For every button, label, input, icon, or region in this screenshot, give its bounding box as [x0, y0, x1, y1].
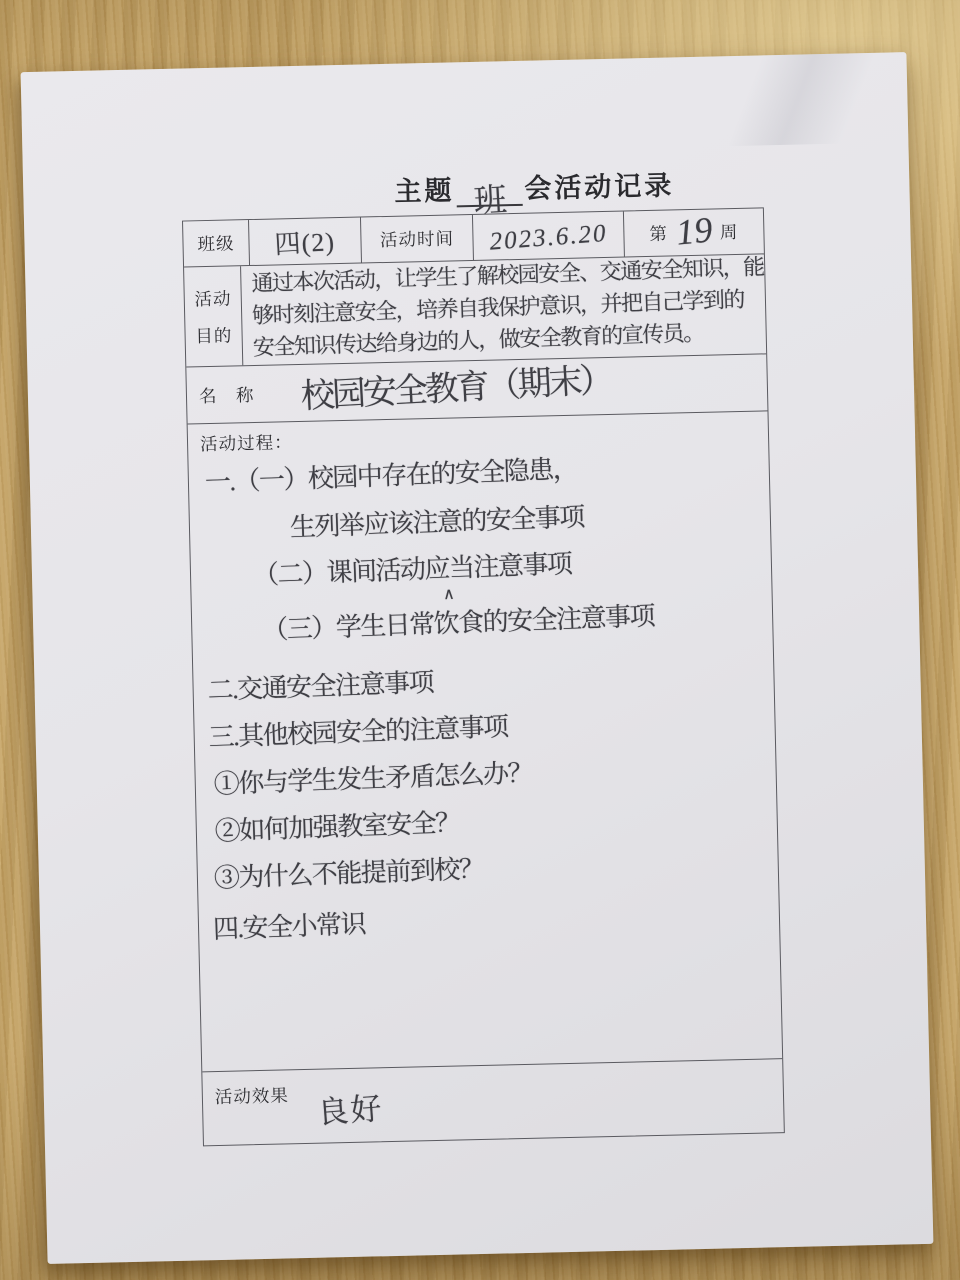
purpose-content [242, 254, 767, 365]
purpose-text-line: 安全知识传达给身边的人，做安全教育的宣传员。 [252, 319, 705, 360]
effect-cell [202, 1059, 784, 1145]
purpose-label-line1: 活动 [194, 287, 232, 309]
activity-time-value-cell [473, 212, 625, 260]
title-blank-line [456, 170, 523, 221]
week-prefix: 第 [649, 223, 669, 244]
class-label: 班级 [183, 220, 250, 266]
process-line: ②如何加强教室安全？ [214, 808, 461, 846]
week-number-handwritten: 19 [673, 208, 714, 253]
week-cell [624, 208, 764, 256]
form-title [91, 157, 960, 221]
process-line: ①你与学生发生矛盾怎么办？ [213, 758, 533, 799]
process-line: （二）课间活动应当注意事项 [252, 549, 572, 591]
purpose-row [184, 254, 766, 367]
title-blank-fill-handwritten: 班 [472, 182, 508, 221]
purpose-text-line: 够时刻注意安全，培养自我保护意识，并把自己学到的 [252, 286, 745, 328]
activity-time-label: 活动时间 [361, 215, 474, 263]
title-suffix: 会活动记录 [524, 170, 675, 204]
name-label: 名 称 [198, 384, 255, 406]
record-table [182, 207, 785, 1146]
effect-label: 活动效果 [214, 1085, 290, 1108]
process-row [188, 411, 783, 1072]
process-line: 生列举应该注意的安全事项 [289, 502, 585, 543]
class-value-cell [249, 218, 362, 266]
process-line [261, 585, 764, 653]
effect-row [202, 1059, 784, 1145]
process-line: 二.交通安全注意事项 [207, 667, 434, 706]
paper-sheet [21, 52, 934, 1264]
process-line: 四.安全小常识 [212, 909, 366, 945]
week-suffix: 周 [719, 221, 739, 243]
effect-value-handwritten: 良好 [316, 1090, 385, 1131]
activity-date-handwritten: 2023.6.20 [488, 219, 609, 256]
purpose-label-line2: 目的 [195, 324, 233, 346]
process-line: ③为什么不能提前到校？ [213, 854, 484, 894]
process-label: 活动过程： [199, 432, 293, 455]
insertion-caret-mark: ∧ [442, 585, 456, 604]
title-prefix: 主题 [394, 175, 455, 207]
process-line: 三.其他校园安全的注意事项 [208, 712, 509, 753]
name-value-handwritten: 校园安全教育（期末） [299, 361, 612, 416]
class-value-handwritten: 四(2) [274, 227, 337, 260]
process-line-text: （三）学生日常饮食的安全注意事项 [261, 601, 655, 645]
process-cell [188, 411, 783, 1071]
purpose-label [184, 266, 244, 366]
purpose-text-line: 通过本次活动，让学生了解校园安全、交通安全知识，能 [251, 253, 765, 296]
process-line: 一.（一）校园中存在的安全隐患， [204, 454, 578, 498]
